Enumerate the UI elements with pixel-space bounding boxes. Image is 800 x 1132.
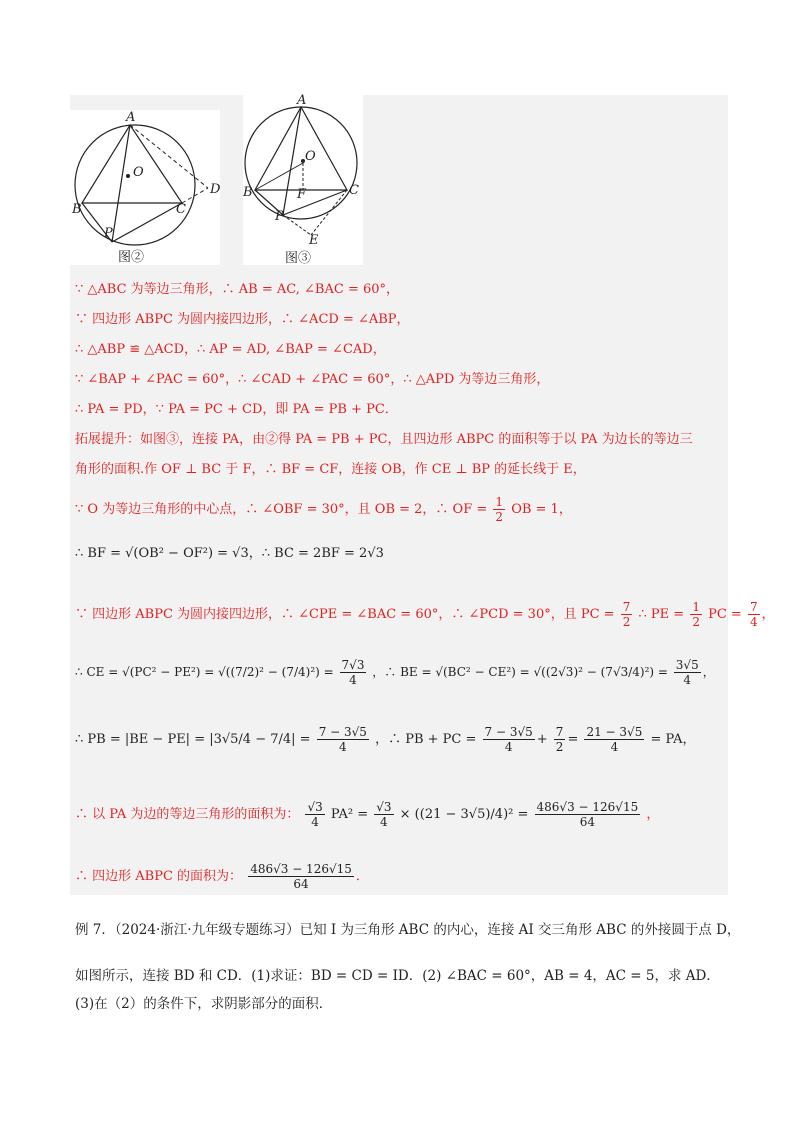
label-F: F	[297, 187, 307, 202]
solution-line-8	[75, 495, 572, 524]
label-B: B	[243, 185, 253, 200]
line-8-text: ∵ O 为等边三角形的中心点，∴ ∠OBF = 30°，且 OB = 2，∴ OF =	[75, 502, 488, 517]
label-A: A	[126, 110, 136, 125]
fraction-half: $\frac{1}{2}$	[692, 600, 700, 629]
example-line-1: 例 7．（2024·浙江·九年级专题练习）已知 I 为三角形 ABC 的内心，连接 AI 交三角形 ABC 的外接圆于点 D，	[75, 922, 741, 938]
solution-line-13: ∴ 以 PA 为边的等边三角形的面积为： $\frac{√3}{4}$ PA² = $\frac{√3}{4}$ × ((21 − 3√5)/4)² = $\frac{486√3 - 126√15}{64}$ ，	[75, 800, 660, 829]
label-D: D	[210, 182, 221, 197]
fraction-pc: $\frac{7 - 3√5}{4}$	[484, 725, 533, 754]
figure-2	[70, 110, 220, 265]
label-B: B	[72, 202, 82, 217]
figure-3-diagram	[243, 95, 363, 265]
solution-line-5: ∴ PA = PD，∵ PA = PC + CD，即 PA = PB + PC．	[75, 402, 398, 417]
figure-2-diagram	[70, 110, 220, 265]
fraction-area: $\frac{486√3 - 126√15}{64}$	[536, 800, 639, 829]
fraction-7-2: $\frac{7}{2}$	[622, 600, 631, 629]
fraction-r3-4: $\frac{√3}{4}$	[307, 800, 323, 829]
fraction-7-2b: $\frac{7}{2}$	[555, 725, 564, 754]
label-A: A	[297, 93, 307, 108]
solution-line-10: ∵ 四边形 ABPC 为圆内接四边形，∴ ∠CPE = ∠BAC = 60°，∴ ∠PCD = 30°，且 PC = $\frac{7}{2}$ ∴ PE = $\frac{1}{2}$ PC = $\frac{7}{4}$ ，	[75, 600, 775, 629]
label-C: C	[176, 202, 186, 217]
fraction-7r3-4: $\frac{7√3}{4}$	[341, 658, 365, 687]
solution-line-4: ∵ ∠BAP + ∠PAC = 60°，∴ ∠CAD + ∠PAC = 60°，∴ △APD 为等边三角形，	[75, 372, 550, 387]
fraction-7-4: $\frac{7}{4}$	[749, 600, 758, 629]
solution-line-3: ∴ △ABP ≌ △ACD，∴ AP = AD, ∠BAP = ∠CAD，	[75, 342, 386, 357]
solution-line-7: 角形的面积.作 OF ⊥ BC 于 F，∴ BF = CF，连接 OB，作 CE ⊥ BP 的延长线于 E，	[75, 462, 586, 477]
fraction-sum: $\frac{21 - 3√5}{4}$	[586, 725, 643, 754]
solution-line-12: ∴ PB = |BE − PE| = |3√5/4 − 7/4| = $\frac{7 - 3√5}{4}$ ，∴ PB + PC = $\frac{7 - 3√5}{4}$ + $\frac{7}{2}$ = $\frac{21 - 3√5}{4}$ = PA，	[75, 725, 696, 754]
solution-line-9: ∴ BF = √(OB² − OF²) = √3，∴ BC = 2BF = 2√3	[75, 546, 384, 561]
example-line-3: (3)在（2）的条件下，求阴影部分的面积．	[75, 996, 333, 1012]
fraction-one-half: $\frac{1}{2}$	[495, 495, 504, 524]
fraction-3r5-4: $\frac{3√5}{4}$	[675, 658, 699, 687]
solution-line-14: ∴ 四边形 ABPC 的面积为： $\frac{486√3 - 126√15}{64}$ ．	[75, 862, 369, 891]
solution-line-11: ∴ CE = √(PC² − PE²) = √((7/2)² − (7/4)²) = $\frac{7√3}{4}$ ，∴ BE = √(BC² − CE²) = √((2√3)² − (7√3/4)²) = $\frac{3√5}{4}$ ，	[75, 658, 715, 687]
solution-line-6: 拓展提升：如图③，连接 PA，由②得 PA = PB + PC，且四边形 ABPC 的面积等于以 PA 为边长的等边三	[75, 432, 693, 447]
label-P: P	[104, 226, 113, 241]
label-C: C	[349, 183, 359, 198]
solution-line-2: ∵ 四边形 ABPC 为圆内接四边形，∴ ∠ACD = ∠ABP，	[75, 312, 410, 327]
figure-3-caption: 图③	[285, 251, 312, 266]
fraction-pb: $\frac{7 - 3√5}{4}$	[318, 725, 367, 754]
fraction-r3-4b: $\frac{√3}{4}$	[376, 800, 392, 829]
fraction-area-final: $\frac{486√3 - 126√15}{64}$	[250, 862, 352, 891]
label-E: E	[309, 233, 319, 248]
example-line-2: 如图所示，连接 BD 和 CD．(1)求证：BD = CD = ID．(2) ∠BAC = 60°，AB = 4，AC = 5，求 AD．	[75, 968, 720, 984]
label-P: P	[275, 209, 284, 224]
figure-2-caption: 图②	[118, 250, 145, 265]
label-O: O	[133, 165, 144, 180]
solution-line-1: ∵ △ABC 为等边三角形，∴ AB = AC, ∠BAC = 60°，	[75, 282, 400, 297]
label-O: O	[305, 149, 316, 164]
line-8-text-end: OB = 1，	[511, 502, 572, 517]
figure-3	[243, 95, 363, 265]
